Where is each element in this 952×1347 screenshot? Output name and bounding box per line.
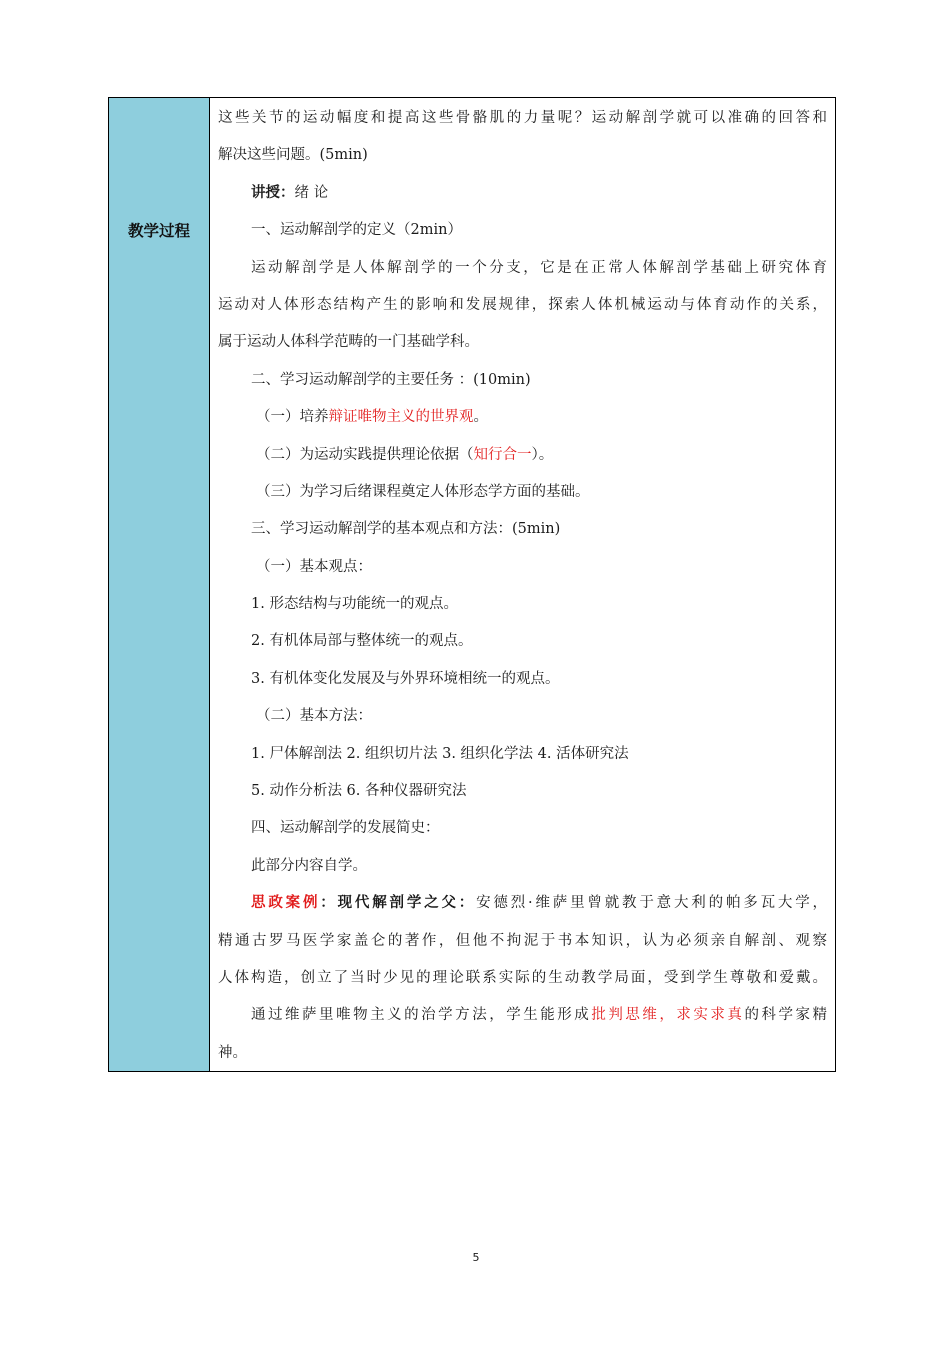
text-line: 人体构造，创立了当时少见的理论联系实际的生动教学局面，受到学生尊敬和爱戴。	[218, 969, 827, 986]
text-span: ）。	[531, 446, 554, 463]
text-line: 精通古罗马医学家盖仑的著作，但他不拘泥于书本知识，认为必须亲自解剖、观察	[218, 932, 827, 949]
heading-line: 一、运动解剖学的定义（2min）	[251, 222, 462, 239]
case-title: ：现代解剖学之父：	[320, 895, 477, 912]
list-item: 5. 动作分析法 6. 各种仪器研究法	[251, 783, 467, 800]
list-item: 2. 有机体局部与整体统一的观点。	[251, 633, 473, 650]
text-span: 安德烈·维萨里曾就教于意大利的帕多瓦大学，	[476, 895, 827, 912]
text-span: 通过维萨里唯物主义的治学方法，学生能形成	[251, 1007, 592, 1024]
text-line: 属于运动人体科学范畴的一门基础学科。	[218, 334, 479, 351]
text-line: （三）为学习后绪课程奠定人体形态学方面的基础。	[256, 483, 590, 500]
content-cell	[210, 98, 835, 1071]
text-line: 运动对人体形态结构产生的影响和发展规律，探索人体机械运动与体育动作的关系，	[218, 296, 827, 313]
text-line	[218, 175, 827, 212]
list-item: 3. 有机体变化发展及与外界环境相统一的观点。	[251, 670, 560, 687]
heading-line: 二、学习运动解剖学的主要任务 ：(10min)	[251, 371, 531, 388]
highlight-text: 批判思维，求实求真	[591, 1007, 745, 1024]
text-line: （二）基本方法：	[256, 708, 372, 725]
page-number: 5	[472, 1251, 480, 1264]
text-span: 。	[473, 409, 488, 426]
list-item: 1. 尸体解剖法 2. 组织切片法 3. 组织化学法 4. 活体研究法	[251, 745, 629, 762]
text-line: 解决这些问题。(5min)	[218, 147, 368, 164]
text-line: 此部分内容自学。	[251, 857, 367, 874]
highlight-text: 辩证唯物主义的世界观	[328, 409, 474, 426]
text-line	[218, 399, 827, 436]
case-label: 思政案例	[251, 895, 321, 912]
lecture-topic: 绪 论	[294, 184, 329, 201]
highlight-text: 知行合一	[473, 446, 532, 463]
lesson-table	[108, 97, 836, 1072]
text-line: 运动解剖学是人体解剖学的一个分支，它是在正常人体解剖学基础上研究体育	[251, 259, 827, 276]
text-line	[218, 885, 827, 922]
text-span: 的科学家精	[744, 1007, 827, 1024]
lecture-label: 讲授：	[251, 184, 295, 201]
text-line: 神。	[218, 1044, 247, 1061]
section-label: 教学过程	[127, 222, 190, 240]
text-line: （一）基本观点：	[256, 558, 372, 575]
heading-line: 四、运动解剖学的发展简史：	[251, 820, 440, 837]
label-cell	[109, 98, 210, 1071]
text-line: 这些关节的运动幅度和提高这些骨骼肌的力量呢？运动解剖学就可以准确的回答和	[218, 110, 827, 126]
list-item: 1. 形态结构与功能统一的观点。	[251, 596, 458, 613]
text-line	[218, 997, 827, 1034]
text-span: （一）培养	[256, 409, 329, 426]
text-line	[218, 437, 827, 474]
heading-line: 三、学习运动解剖学的基本观点和方法：(5min)	[251, 521, 561, 538]
text-span: （二）为运动实践提供理论依据（	[256, 446, 474, 463]
